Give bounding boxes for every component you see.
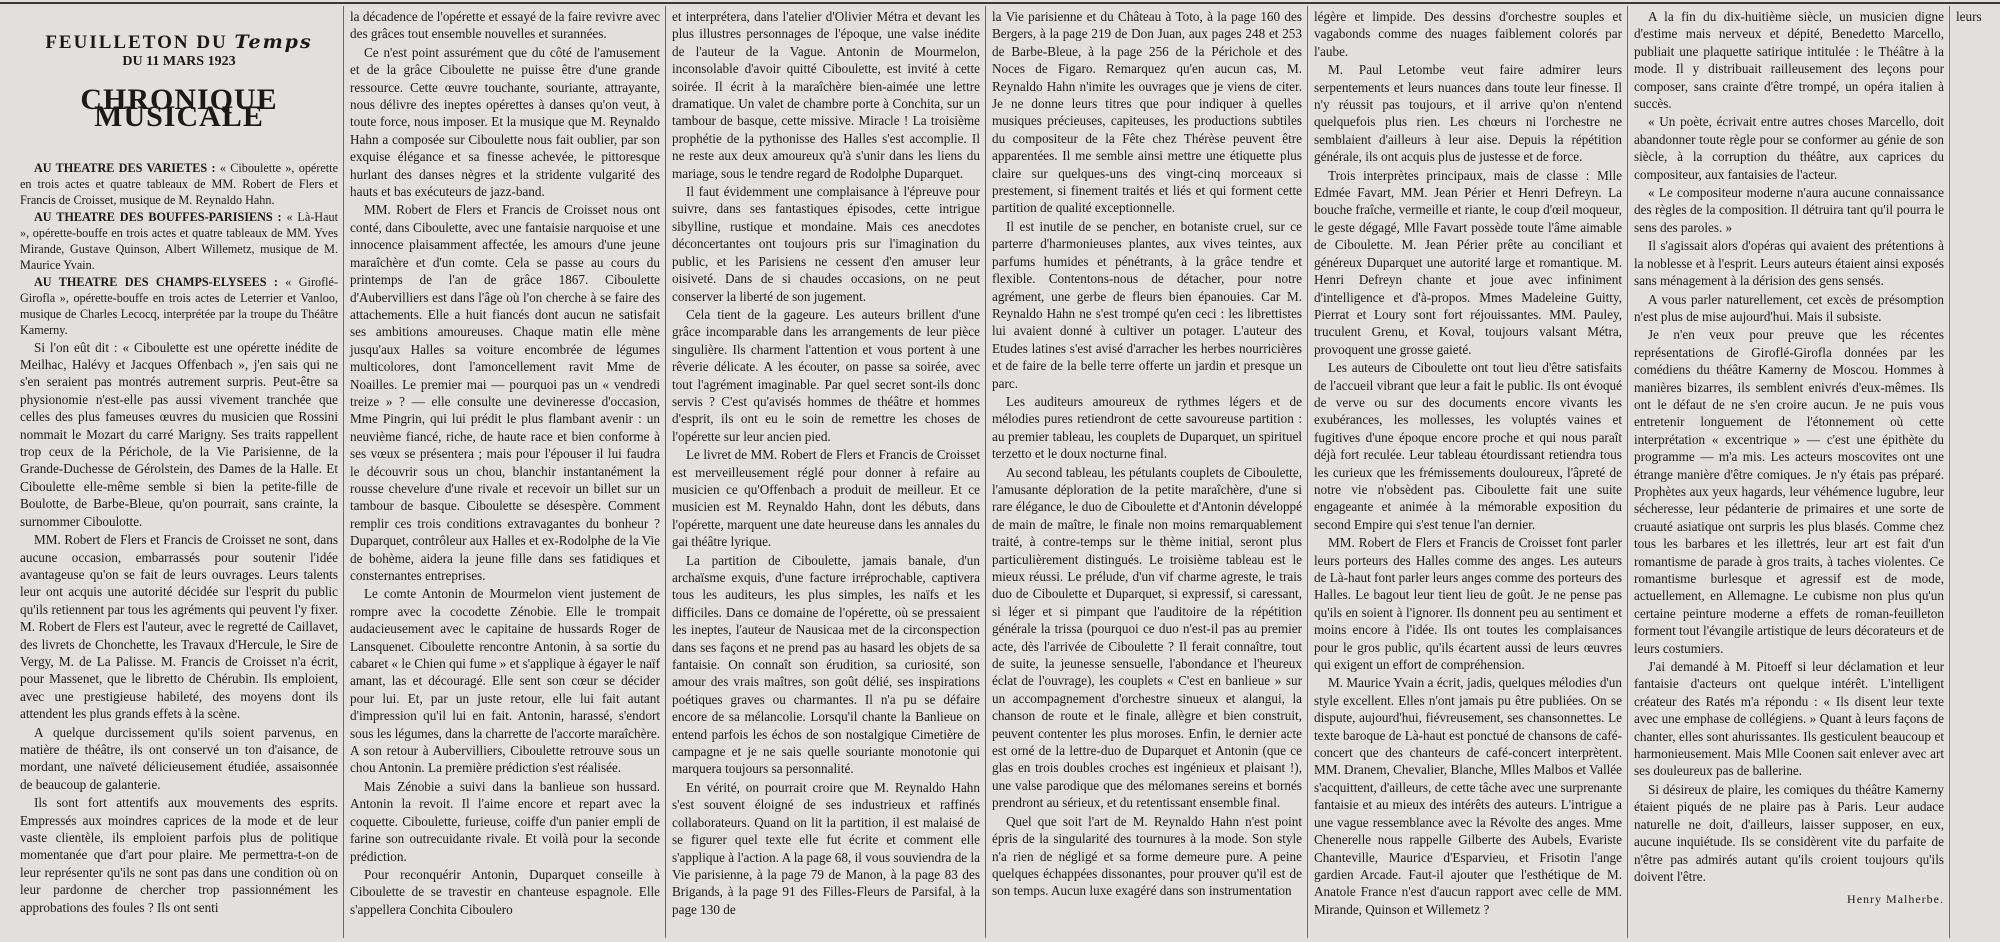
theatre-notice [20, 160, 338, 208]
column-rule [1627, 6, 1628, 938]
column-3 [668, 8, 984, 938]
paragraph: Ce n'est point assurément que du côté de l'amusement et de la grâce Ciboulette ne puisse être d'une grande ressource. Cette œuvre touchante, souriante, attrayante, nous délivre des ineptes opérettes à danses qu'on veut, à toute force, nous imposer. Et la musique que M. Reynaldo Hahn a composée sur Ciboulette nous fait oublier, par son exquise élégance et sa finesse achevée, le pittoresque hurlant des danses nègres et la stridente vulgarité des hauts et bas exécuteurs de jazz-band. [350, 44, 660, 200]
paragraph: légère et limpide. Des dessins d'orchestre souples et vagabonds comme des nuages faiblement colorés par l'aube. [1314, 9, 1622, 59]
paragraph: Il faut évidemment une complaisance à l'épreuve pour suivre, dans ses fantastiques épisodes, cette intrigue sibylline, rustique et mondaine. Mais ces anecdotes déconcertantes ont toujours pris sur l'imagination du public, et les Parisiens ne cessent d'en amuser leur oisiveté. Dans de si chaudes occasions, on ne peut conserver la liberté de son jugement. [672, 184, 980, 304]
paragraph: Mais Zénobie a suivi dans la banlieue son hussard. Antonin la revoit. Il l'aime encore et repart avec la coquette. Ciboulette, furieuse, coiffe d'un panier empli de farine son outrecuidante rivale. Et voilà pour la seconde prédiction. [350, 778, 660, 864]
theatre-description: « Ciboulette », opérette en trois actes et quatre tableaux de MM. Robert de Flers et Francis de Croisset, musique de M. Reynaldo Hahn. [20, 160, 338, 207]
paragraph: Si l'on eût dit : « Ciboulette est une opérette inédite de Meilhac, Halévy et Jacques Offenbach », j'en sais qui ne s'en seraient pas montrés autrement surpris. Peut-être sa physionomie n'est-elle pas aussi vivement tranchée que celles des plus fameuses œuvres du musicien que Rossini nommait le Mozart du carré Marigny. Ses traits rappellent trop ceux de la Périchole, de la Vie Parisienne, de la Grande-Duchesse de Gérolstein, des Dames de la Halle. Et Ciboulette elle-même semble si bien la petite-fille de Boulotte, de Barbe-Bleue, qu'on pourrait, sans crainte, la surnommer Ciboulotte. [20, 339, 338, 529]
paragraph: la Vie parisienne et du Château à Toto, à la page 160 des Bergers, à la page 219 de Don Juan, aux pages 248 et 253 de Barbe-Bleue, à la page 256 de la Périchole et des Noces de Figaro. Remarquez qu'en aucun cas, M. Reynaldo Hahn n'imite les ouvrages que je viens de citer. Je ne donne leurs titres que pour indiquer à quelles musiques précieuses, capiteuses, les productions subtiles du compositeur de la Fête chez Thérèse peuvent être apparentées. Il me semble ainsi mettre une étiquette plus claire sur quelques-uns des vingt-cinq morceaux si prestement, si finement traités et liés et qui forment cette partition de qualité exceptionnelle. [992, 9, 1302, 216]
column-2 [346, 8, 664, 938]
theatre-name: AU THEATRE DES CHAMPS-ELYSEES : [34, 274, 278, 289]
paragraph: Le comte Antonin de Mourmelon vient justement de rompre avec la cocodette Zénobie. Elle le trompait audacieusement avec le capitaine de hussards Roger de Lansquenet. Ciboulette rencontre Antonin, à sa sortie du cabaret « le Chien qui fume » et s'applique à égayer le naïf amant, las et découragé. Elle sent son cœur se décider pour lui. Et, par un juste retour, elle lui fait autant d'impression qu'il lui en fait. Antonin, harassé, s'endort sous les légumes, dans la charrette de l'accorte maraîchère. A son retour à Aubervilliers, Ciboulette retrouve sous un chou Antonin. La première prédiction s'est réalisée. [350, 586, 660, 776]
paragraph: Le livret de MM. Robert de Flers et Francis de Croisset est merveilleusement réglé pour donner à refaire au musicien ce qu'Offenbach a produit de meilleur. Et ce musicien est M. Reynaldo Hahn, dont les débuts, dans l'opérette, marquent une date heureuse dans les annales du gai théâtre lyrique. [672, 447, 980, 550]
paragraph: MM. Robert de Flers et Francis de Croisset font parler leurs porteurs des Halles comme des anges. Les auteurs de Là-haut font parler leurs anges comme des porteurs des Halles. Le bagout leur tient lieu de goût. Je ne pense pas qu'ils en soient à l'ignorer. Ils donnent peu au sentiment et moins encore à l'idée. Ils ont toutes les complaisances pour le gros public, qu'ils écartent aussi de leurs œuvres qui exigent un effort de compréhension. [1314, 535, 1622, 673]
paragraph: MM. Robert de Flers et Francis de Croisset ne sont, dans aucune occasion, embarrassés pour soutenir l'idée avantageuse qu'on se fait de leurs ouvrages. Leurs talents leur ont acquis une autorité décidée sur l'esprit du public qu'ils retiennent par tous les agréments qui peuvent l'y fixer. M. Robert de Flers est l'auteur, avec le regretté de Caillavet, des livrets de Chonchette, les Travaux d'Hercule, le Sire de Vergy, M. de La Palisse. M. Francis de Croisset n'a écrit, pour Massenet, que le libretto de Chérubin. Ils emploient, avec une prestigieuse habileté, des moyens dont ils attendent les plus grands effets à la scène. [20, 532, 338, 722]
paragraph: A la fin du dix-huitième siècle, un musicien digne d'estime mais nerveux et dépité, Benedetto Marcello, publiait une plaquette satirique intitulée : le Théâtre à la mode. Il y distribuait railleusement des leçons pour composer, sans crainte d'être trompé, un opéra italien à succès. [1634, 9, 1944, 112]
column-rule [1307, 6, 1308, 938]
paragraph: Il est inutile de se pencher, en botaniste cruel, sur ce parterre d'harmonieuses plantes, aux vives teintes, aux parfums humides et pénétrants, à la grâce tendre et flexible. Contentons-nous de détacher, pour notre agrément, une gerbe de fleurs bien épanouies. Car M. Reynaldo Hahn ne s'est trompé qu'en ceci : les librettistes lui avaient donné à cultiver un potager. L'auteur des Etudes latines s'est avisé d'arracher les herbes nourricières et de faire de la belle terre offerte un jardin et presque un parc. [992, 218, 1302, 391]
theatre-notice [20, 274, 338, 338]
paragraph: M. Paul Letombe veut faire admirer leurs serpentements et leurs nuances dans toute leur finesse. Il n'y réussit pas toujours, et il arrive qu'on n'entend quelquefois plus rien. Les chœurs ni l'orchestre ne semblaient d'ailleurs à leur aise. Depuis la répétition générale, ils ont acquis plus de justesse et de force. [1314, 62, 1622, 165]
paragraph: Les auditeurs amoureux de rythmes légers et de mélodies pures retiendront de cette savoureuse partition : au premier tableau, les couplets de Duparquet, un spirituel terzetto et le doux nocturne final. [992, 393, 1302, 462]
paragraph: A vous parler naturellement, cet excès de présomption n'est plus de mise aujourd'hui. Mais il subsiste. [1634, 291, 1944, 324]
paragraph: la décadence de l'opérette et essayé de la faire revivre avec des grâces tout ensemble nouvelles et surannées. [350, 9, 660, 42]
paragraph: Si désireux de plaire, les comiques du théâtre Kamerny étaient piqués de ne plaire pas à Paris. Leur audace naturelle ne doit, d'ailleurs, laisser supposer, en eux, aucune inquiétude. Ils se considèrent vite du parfaite de n'être pas admirés autant qu'ils croient toujours qu'ils doivent l'être. [1634, 781, 1944, 884]
paragraph: Je n'en veux pour preuve que les récentes représentations de Giroflé-Girofla données par les comédiens du théâtre Kamerny de Moscou. Hommes à manières bizarres, ils semblent enivrés d'eux-mêmes. Ils ont le défaut de ne s'en croire aucun. Je ne puis vous entretenir longuement de l'étonnement où cette interprétation « excentrique » — c'est une épithète du programme — m'a mis. Les acteurs moscovites ont une étrange manière d'être comiques. Je n'y étais pas préparé. Prophètes aux yeux hagards, leur véhémence lugubre, leur sécheresse, leur pédanterie de primaires et une sorte de cruauté asiatique ont surpris les plus blasés. Comme chez tous les barbares et les illettrés, leur art est fait d'un romantisme de parade à gros traits, à taches violentes. Ce romantisme burlesque et agressif est de mode, actuellement, en Allemagne. Le cubisme non plus qu'un certaine peinture moderne a effets de roman-feuilleton forment tout l'évangile artistique de leurs décorateurs et de leurs costumiers. [1634, 327, 1944, 656]
top-rule [0, 2, 2000, 4]
feuilleton-label: FEUILLETON DU [45, 32, 228, 53]
column-rule [985, 6, 986, 938]
paragraph: Trois interprètes principaux, mais de classe : Mlle Edmée Favart, MM. Jean Périer et Henri Defreyn. La bouche fraîche, vermeille et riante, le coup d'œil moqueur, le geste dégagé, Mlle Favart possède toute l'âme aimable de Ciboulette. M. Jean Périer prête au conciliant et généreux Duparquet une autorité large et romantique. M. Henri Defreyn chante et joue avec infiniment d'intelligence et d'à-propos. Mmes Madeleine Guitty, Pierrat et Loury sont fort réjouissantes. MM. Pauley, truculent Grenu, et Koval, toujours valsant Métra, provoquent une grosse gaieté. [1314, 167, 1622, 357]
paragraph: Quel que soit l'art de M. Reynaldo Hahn n'est point épris de la singularité des tournures à la mode. Son style n'a rien de négligé et sa forme demeure pure. A peine quelques échappées dissonantes, pour prouver qu'il est de son temps. Aucun luxe exagéré dans son instrumentation [992, 813, 1302, 899]
paragraph: leurs [1956, 9, 1982, 24]
paragraph: Les auteurs de Ciboulette ont tout lieu d'être satisfaits de l'accueil vibrant que leur a fait le public. Ils ont évoqué de verve ou sur des documents encore vivants les exubérances, les mollesses, les voluptés vaines et fugitives d'une époque encore proche et qui nous paraît déjà fort reculée. Leur tableau étourdissant retiendra tous les curieux que les frémissements douloureux, l'âpreté de notre vie n'obsèdent pas. Ciboulette fait une suite engageante et animée à la mémorable exposition du second Empire qui s'est tenue l'an dernier. [1314, 360, 1622, 532]
journal-name: Temps [234, 31, 313, 53]
theatre-description: « Giroflé-Girofla », opérette-bouffe en trois actes de Leterrier et Vanloo, musique de Charles Lecocq, interprétée par la troupe du Théâtre Kamerny. [20, 274, 339, 337]
paragraph: A quelque durcissement qu'ils soient parvenus, en matière de théâtre, ils ont conservé un ton d'aisance, de mordant, une naïveté délicieusement étudiée, assaisonnée de beaucoup de galanterie. [20, 724, 338, 792]
column-rule [1949, 6, 1950, 938]
article-title: CHRONIQUE MUSICALE [80, 82, 278, 134]
theatre-name: AU THEATRE DES BOUFFES-PARISIENS : [34, 209, 282, 224]
paragraph: MM. Robert de Flers et Francis de Croisset nous ont conté, dans Ciboulette, avec une fantaisie narquoise et une innocence plaisamment affectée, les amours d'une jeune maraîchère et d'un comte. Cela se passe au cours du printemps de l'an de grâce 1867. Ciboulette d'Aubervilliers est dans l'âge où l'on cherche à se faire des attachements. Elle a huit fiancés dont aucun ne satisfait ses ambitions amoureuses. Chaque matin elle mène jusqu'aux Halles sa voiture encombrée de légumes multicolores, dont l'amoncellement ravit Mme de Noailles. Le premier mai — pourquoi pas un « vendredi treize » ? — elle consulte une devineresse d'occasion, Mme Pingrin, qui lui prédit le plus flambant avenir : un neuvième fiancé, riche, de haute race et bien conforme à ses vœux se présentera ; mais pour l'épouser il lui faudra le découvrir sous un chou, blanchir instantanément la rousse chevelure d'une rivale et recevoir un billet sur un tambour de basque. Ciboulette se désespère. Comment remplir ces trois conditions extravagantes du bonheur ? Duparquet, contrôleur aux Halles et ex-Rodolphe de la Vie de bohème, aidera la jeune fille dans ses fatidiques et consternantes entreprises. [350, 202, 660, 583]
paragraph: Au second tableau, les pétulants couplets de Ciboulette, l'amusante déploration de la petite maraîchère, d'une si rare élégance, le duo de Ciboulette et d'Antonin développé de main de maître, le finale non moins remarquablement traité, à contre-temps sur le thème initial, seront plus particulièrement distingués. Le troisième tableau est le mieux réussi. Le prélude, d'un vif charme agreste, le trais duo de Ciboulette et Duparquet, si expressif, si caressant, si léger et si pimpant que l'auditoire de la répétition générale la trissa (pourquoi ce duo n'est-il pas au premier acte, dès l'arrivée de Ciboulette ? Il ferait connaître, tout de suite, la jeunesse sensuelle, l'abondance et l'heureux éclat de l'ouvrage), les couplets « C'est en banlieue » sur un accompagnement d'orchestre sinueux et alangui, la chanson de route et le finale, allègre et bien construit, peuvent contenter les plus moroses. Enfin, le dernier acte est orné de la lettre-duo de Duparquet et Antonin (que ce glas en trois doubles croches est ingénieux et plaisant !), une valse parodique que des mélomanes sereins et bornés prendront au sérieux, et du retentissant ensemble final. [992, 464, 1302, 811]
feuilleton-header [20, 31, 338, 53]
paragraph: Pour reconquérir Antonin, Duparquet conseille à Ciboulette de se travestir en chanteuse espagnole. Elle s'appellera Conchita Ciboulero [350, 866, 660, 917]
column-1 [16, 8, 342, 938]
column-5 [1310, 8, 1626, 938]
dateline: DU 11 MARS 1923 [122, 54, 236, 70]
theatre-notice [20, 209, 338, 273]
paragraph: Il s'agissait alors d'opéras qui avaient des prétentions à la noblesse et à l'esprit. Leurs auteurs étaient ainsi exposés sans ménagement à la dérision des gens sensés. [1634, 238, 1944, 289]
column-4 [988, 8, 1306, 938]
paragraph: J'ai demandé à M. Pitoeff si leur déclamation et leur fantaisie d'acteurs ont quelque intérêt. L'intelligent créateur des Ratés m'a répondu : « Ils disent leur texte avec une emphase de collégiens. » Quant à leurs façons de chanter, elles sont ahurissantes. Ils gesticulent beaucoup et harmonieusement. Mais Mlle Coonen sait enlever avec art ses douleureux pas de ballerine. [1634, 659, 1944, 779]
paragraph: et interprétera, dans l'atelier d'Olivier Métra et devant les plus illustres personnages de l'époque, une valse inédite de l'auteur de la Vague. Antonin de Mourmelon, inconsolable d'avoir quitté Ciboulette, est invité à cette soirée. Il écrit à la maraîchère bien-aimée une lettre dramatique. Un valet de chambre porte à Conchita, sur un tambour de basque, cette missive. Miracle ! La troisième prophétie de la pythonisse des Halles s'est accomplie. Il ne reste aux deux amoureux qu'à s'unir dans les liens du mariage, sous le tendre regard de Rodolphe Duparquet. [672, 9, 980, 181]
column-7-edge [1952, 8, 1998, 938]
column-rule [343, 6, 344, 938]
column-6 [1630, 8, 1948, 938]
theatre-name: AU THEATRE DES VARIETES : [34, 160, 216, 175]
paragraph: La partition de Ciboulette, jamais banale, d'un archaïsme exquis, d'une facture irréprochable, captivera tous les auditeurs, les plus simples, les naïfs et les difficiles. Dans ce domaine de l'opérette, où se pressaient les ineptes, l'auteur de Nausicaa met de la circonspection dans ses façons et ne prend pas au hasard les objets de sa fantaisie. On connaît son érudition, sa curiosité, son amour des vrais maîtres, son goût délié, ses inspirations poétiques graves ou charmantes. Il n'a pu se défaire encore de sa mélancolie. Lorsqu'il chante la Banlieue on entend parfois les échos de son nostalgique Cimetière de campagne et je ne sais quelle souriante monotonie qui marquera toujours sa personnalité. [672, 552, 980, 777]
column-rule [665, 6, 666, 938]
paragraph: Cela tient de la gageure. Les auteurs brillent d'une grâce incomparable dans les arrangements de leur pièce singulière. Ils charment l'attention et vous portent à une rêverie délicate. A les écouter, on passe sa soirée, avec tout l'agrément imaginable. Par quel secret sont-ils donc servis ? C'est qu'avisés hommes de théâtre et hommes d'esprit, ils ont eu le soin de remettre les choses de l'opérette sur leur ancien pied. [672, 306, 980, 444]
paragraph: Ils sont fort attentifs aux mouvements des esprits. Empressés aux moindres caprices de la mode et de leur vaste clientèle, ils emploient parfois plus de politique momentanée que d'art pour plaire. Me permettra-t-on de leur représenter qu'ils ne sont pas dans une condition où on leur pardonne de chercher trop passionnément les approbations des foules ? Ils ont senti [20, 795, 338, 915]
paragraph: « Un poète, écrivait entre autres choses Marcello, doit abandonner toute règle pour se conformer au génie de son siècle, à la corruption du théâtre, aux caprices du compositeur, aux fantaisies de l'acteur. [1634, 114, 1944, 182]
paragraph: En vérité, on pourrait croire que M. Reynaldo Hahn s'est souvent éloigné de ses industrieux et raffinés collaborateurs. Quand on lit la partition, il est malaisé de se figurer quel texte elle fut écrite et comment elle s'applique à l'action. A la page 68, il vous souviendra de la Vie parisienne, à la page 79 de Manon, à la page 83 des Brigands, à la page 91 des Filles-Fleurs de Parsifal, à la page 130 de [672, 779, 980, 917]
author-signature: Henry Malherbe. [1847, 892, 1944, 907]
paragraph: « Le compositeur moderne n'aura aucune connaissance des règles de la composition. Il détruira tant qu'il pourra le sens des paroles. » [1634, 185, 1944, 235]
theatre-description: « Là-Haut », opérette-bouffe en trois actes et quatre tableaux de MM. Yves Mirande, Gustave Quinson, Albert Willemetz, musique de M. Maurice Yvain. [20, 209, 338, 272]
paragraph: M. Maurice Yvain a écrit, jadis, quelques mélodies d'un style excellent. Elles n'ont jamais pu être publiées. On se dispute, aujourd'hui, fiévreusement, ses chansonnettes. Le texte baroque de Là-haut est ponctué de chansons de café-concert que des chanteurs de café-concert interprètent. MM. Dranem, Chevalier, Blanche, Mlles Malbos et Vallée s'acquittent, d'ailleurs, de cette tâche avec une surprenante fantaisie et au mieux des intérêts des auteurs. L'intrigue a une vague ressemblance avec la Révolte des anges. Mme Chenerelle nous rappelle Gilberte des Aubels, Evariste Chanteville, Maurice d'Esparvieu, et Frisotin l'ange gardien Arcade. Faut-il ajouter que l'esthétique de M. Anatole France n'est d'aucun rapport avec celle de MM. Mirande, Quinson et Willemetz ? [1314, 675, 1622, 917]
